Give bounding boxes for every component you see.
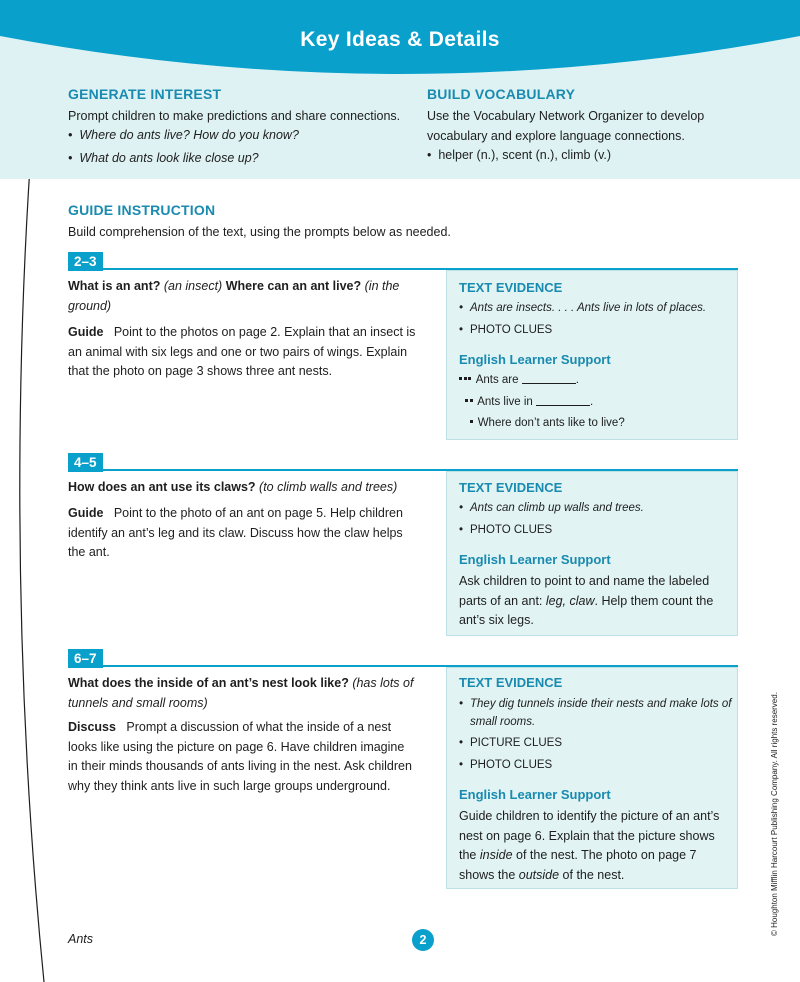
- els-paragraph: Ask children to point to and name the labeled parts of an ant: leg, claw. Help them count the ant’s six legs.: [459, 574, 714, 627]
- guide-instruction-heading: GUIDE INSTRUCTION: [68, 202, 216, 218]
- evidence-item: • PHOTO CLUES: [459, 756, 552, 774]
- page-number: 2: [412, 929, 434, 951]
- els-paragraph: Guide children to identify the picture of an ant’s nest on page 6. Explain that the picture shows the inside of the nest. The photo on page 7 shows the outside of the nest.: [459, 809, 720, 882]
- evidence-item: • PHOTO CLUES: [459, 521, 552, 539]
- generate-interest-text: Prompt children to make predictions and share connections.: [68, 109, 401, 123]
- evidence-item: • They dig tunnels inside their nests and make lots of small rooms.: [459, 695, 734, 731]
- book-title: Ants: [68, 932, 94, 946]
- evidence-item: • PICTURE CLUES: [459, 734, 562, 752]
- question: What is an ant? (an insect) Where can an ant live? (in the ground): [68, 279, 400, 313]
- discuss-paragraph: Discuss Prompt a discussion of what the inside of a nest looks like using the picture on page 6. Have children imagine in their minds thousands of ants living in the nest. Ask children why they think ants live in such large groups underground.: [68, 720, 412, 793]
- els-heading: English Learner Support: [459, 787, 611, 802]
- guide-instruction-text: Build comprehension of the text, using the prompts below as needed.: [68, 225, 451, 239]
- els-item: Ants live in .: [465, 393, 593, 411]
- evidence-item: • PHOTO CLUES: [459, 321, 552, 339]
- els-heading: English Learner Support: [459, 552, 611, 567]
- question: How does an ant use its claws? (to climb walls and trees): [68, 480, 398, 494]
- text-evidence-heading: TEXT EVIDENCE: [459, 675, 563, 690]
- evidence-item: • Ants can climb up walls and trees.: [459, 499, 644, 517]
- page-range-tab: 2–3: [68, 252, 103, 271]
- build-vocabulary-bullet: • helper (n.), scent (n.), climb (v.): [427, 148, 612, 162]
- page-range-tab: 4–5: [68, 453, 103, 472]
- page-title: Key Ideas & Details: [300, 28, 500, 51]
- generate-interest-bullet: • Where do ants live? How do you know?: [68, 128, 299, 142]
- evidence-item: • Ants are insects. . . . Ants live in lots of places.: [459, 299, 706, 317]
- els-heading: English Learner Support: [459, 352, 611, 367]
- generate-interest-heading: GENERATE INTEREST: [68, 86, 222, 102]
- text-evidence-heading: TEXT EVIDENCE: [459, 480, 563, 495]
- els-item: Ants are .: [459, 371, 579, 389]
- page-range-tab: 6–7: [68, 649, 103, 668]
- text-evidence-heading: TEXT EVIDENCE: [459, 280, 563, 295]
- copyright-notice: © Houghton Mifflin Harcourt Publishing Company. All rights reserved.: [770, 692, 779, 936]
- build-vocabulary-heading: BUILD VOCABULARY: [427, 86, 576, 102]
- generate-interest-bullet: • What do ants look like close up?: [68, 151, 259, 165]
- question: What does the inside of an ant’s nest look like? (has lots of tunnels and small rooms): [68, 676, 414, 710]
- els-item: Where don’t ants like to live?: [470, 414, 625, 432]
- build-vocabulary-text: Use the Vocabulary Network Organizer to develop vocabulary and explore language connections.: [427, 109, 705, 143]
- guide-paragraph: Guide Point to the photo of an ant on page 5. Help children identify an ant’s leg and its claw. Discuss how the claw helps the ant.: [68, 506, 403, 559]
- guide-paragraph: Guide Point to the photos on page 2. Explain that an insect is an animal with six legs and one or two pairs of wings. Explain that the photo on page 3 shows three ant nests.: [68, 325, 416, 378]
